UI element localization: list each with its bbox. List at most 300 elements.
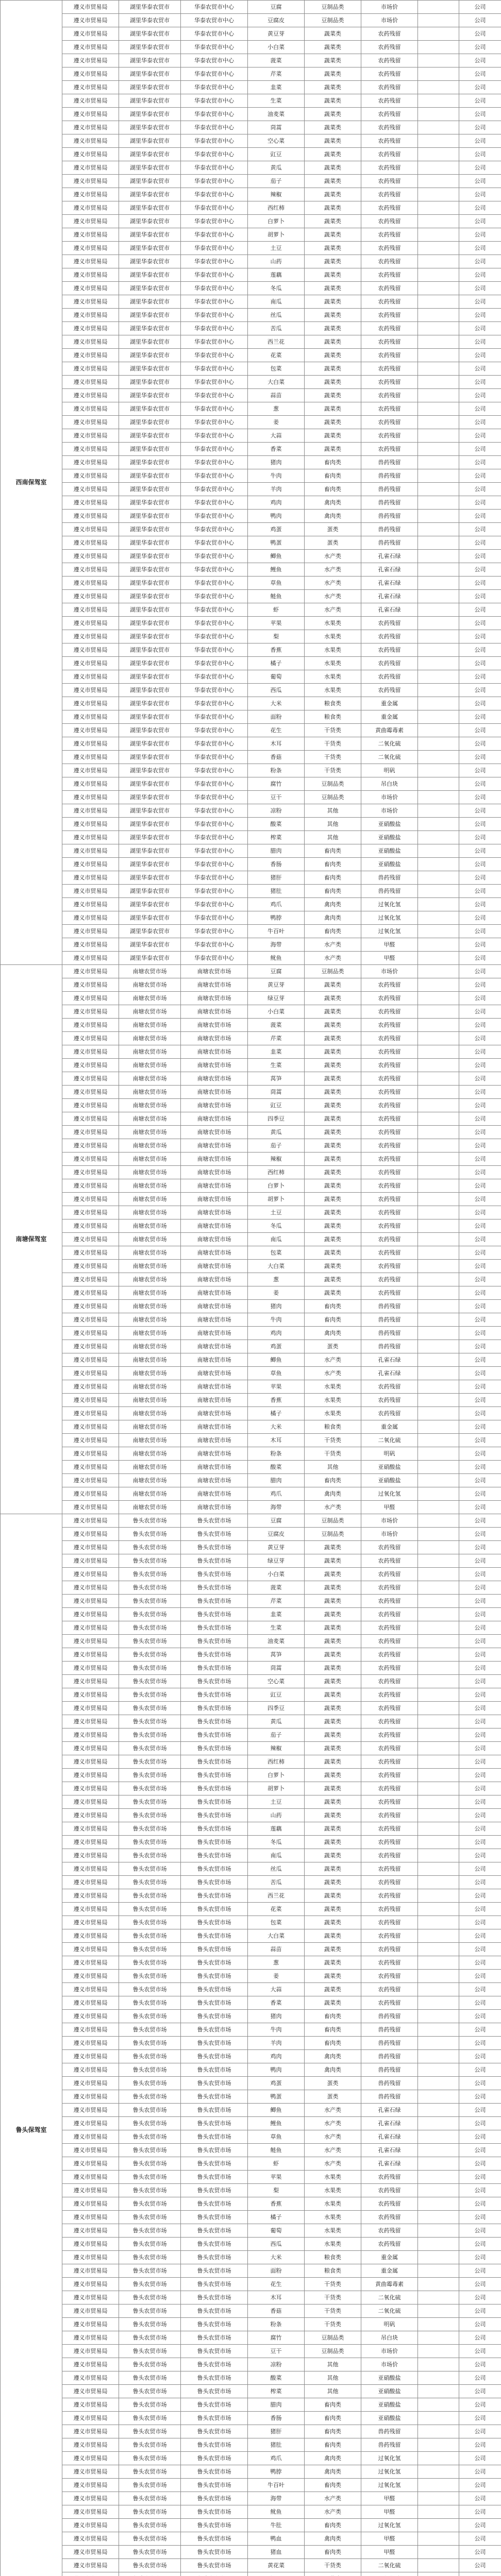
table-cell: 南塘农贸市场 (119, 1407, 181, 1420)
table-row (1, 416, 501, 429)
table-cell: 遵义市贸易局 (62, 978, 119, 992)
table-cell: 市场价 (361, 791, 418, 804)
table-cell: 鸡肉 (248, 1327, 305, 1340)
table-cell: 过氧化氢 (361, 2465, 418, 2479)
table-cell: 公司 (459, 536, 501, 550)
table-cell: 兽药残留 (361, 2010, 418, 2023)
table-cell: 鲁头农贸市场 (119, 2412, 181, 2425)
table-cell: 遵义市贸易局 (62, 831, 119, 844)
table-cell: 农药残留 (361, 54, 418, 67)
table-cell (418, 1916, 459, 1929)
table-cell: 遵义市贸易局 (62, 791, 119, 804)
table-cell: 茼蒿 (248, 121, 305, 134)
table-cell: 牛肉 (248, 2023, 305, 2037)
table-cell: 冬瓜 (248, 1219, 305, 1233)
table-cell (418, 2023, 459, 2037)
table-cell: 华泰农贸市中心 (181, 81, 248, 94)
table-cell: 南塘农贸市场 (181, 1032, 248, 1045)
table-row (1, 1340, 501, 1353)
table-cell (361, 2572, 418, 2576)
table-row (1, 2318, 501, 2331)
table-cell: 蛋类 (305, 523, 361, 536)
table-cell: 南塘农贸市场 (119, 1246, 181, 1260)
table-cell: 公司 (459, 108, 501, 121)
table-cell: 兽药残留 (361, 1327, 418, 1340)
table-cell: 遵义市贸易局 (62, 1206, 119, 1219)
table-cell: 遵义市贸易局 (62, 134, 119, 148)
table-cell: 南塘农贸市场 (119, 1045, 181, 1059)
table-cell: 甲醛 (361, 1501, 418, 1514)
table-cell: 南塘农贸市场 (119, 1380, 181, 1394)
table-cell: 鲁头农贸市场 (119, 1595, 181, 1608)
table-cell: 莴笋 (248, 1648, 305, 1662)
table-cell: 遵义市贸易局 (62, 1501, 119, 1514)
table-row (1, 1608, 501, 1621)
table-cell: 公司 (459, 1461, 501, 1474)
table-cell: 遵义市贸易局 (62, 1621, 119, 1635)
table-cell: 芹菜 (248, 1032, 305, 1045)
table-cell: 遵义市贸易局 (62, 416, 119, 429)
table-cell: 湖里华泰农贸市 (119, 81, 181, 94)
table-cell: 畜肉类 (305, 885, 361, 898)
table-cell: 小白菜 (248, 1568, 305, 1581)
table-cell (418, 1139, 459, 1153)
table-cell: 遵义市贸易局 (62, 1742, 119, 1755)
table-cell: 公司 (459, 1889, 501, 1903)
table-cell: 农药残留 (361, 1394, 418, 1407)
table-cell: 二氧化硫 (361, 2559, 418, 2572)
table-cell: 禽肉类 (305, 1327, 361, 1340)
table-cell: 大白菜 (248, 376, 305, 389)
table-row (1, 1581, 501, 1595)
table-cell: 蔬菜类 (305, 1139, 361, 1153)
table-cell: 华泰农贸市中心 (181, 751, 248, 764)
table-row (1, 1876, 501, 1889)
table-cell: 湖里华泰农贸市 (119, 362, 181, 376)
table-cell: 二氧化硫 (361, 2291, 418, 2304)
table-cell (418, 1340, 459, 1353)
table-row (1, 295, 501, 309)
table-cell: 公司 (459, 1903, 501, 1916)
table-cell: 遵义市贸易局 (62, 1956, 119, 1970)
table-cell: 香蕉 (248, 1394, 305, 1407)
table-cell (418, 777, 459, 791)
table-cell: 华泰农贸市中心 (181, 54, 248, 67)
table-cell: 华泰农贸市中心 (181, 309, 248, 322)
table-cell (418, 1755, 459, 1769)
table-cell: 蔬菜类 (305, 134, 361, 148)
table-cell: 辣椒 (248, 1153, 305, 1166)
table-row (1, 2211, 501, 2224)
table-cell: 华泰农贸市中心 (181, 831, 248, 844)
table-cell: 鲁头农贸市场 (181, 2291, 248, 2304)
table-row (1, 777, 501, 791)
table-cell: 公司 (459, 737, 501, 751)
table-row (1, 737, 501, 751)
table-cell (418, 1795, 459, 1809)
table-cell: 遵义市贸易局 (62, 1166, 119, 1179)
table-cell: 公司 (459, 1179, 501, 1193)
table-row (1, 1983, 501, 1996)
table-cell: 公司 (459, 1782, 501, 1795)
table-cell: 蔬菜类 (305, 978, 361, 992)
table-cell: 华泰农贸市中心 (181, 697, 248, 710)
table-cell: 华泰农贸市中心 (181, 590, 248, 603)
table-cell: 黄瓜 (248, 161, 305, 175)
table-cell: 南塘农贸市场 (119, 1501, 181, 1514)
table-cell: 公司 (459, 777, 501, 791)
table-cell: 蔬菜类 (305, 1072, 361, 1086)
table-cell: 农药残留 (361, 282, 418, 295)
table-row (1, 2412, 501, 2425)
table-cell: 遵义市贸易局 (62, 2291, 119, 2304)
table-cell: 水果类 (305, 684, 361, 697)
table-cell: 公司 (459, 1246, 501, 1260)
table-cell: 遵义市贸易局 (62, 965, 119, 978)
table-cell: 蔬菜类 (305, 282, 361, 295)
table-cell (418, 121, 459, 134)
table-row (1, 1943, 501, 1956)
table-cell (119, 2572, 181, 2576)
table-cell: 蔬菜类 (305, 376, 361, 389)
table-cell (418, 2211, 459, 2224)
table-cell: 南塘农贸市场 (119, 1193, 181, 1206)
table-row (1, 710, 501, 724)
table-cell: 遵义市贸易局 (62, 2144, 119, 2157)
table-cell: 湖里华泰农贸市 (119, 710, 181, 724)
table-cell: 公司 (459, 402, 501, 416)
table-cell (418, 791, 459, 804)
table-cell: 南塘农贸市场 (119, 1434, 181, 1447)
table-cell: 鸭脖 (248, 911, 305, 925)
group-label: 西南保驾室 (1, 1, 62, 965)
table-cell: 公司 (459, 1, 501, 14)
table-cell: 过氧化氢 (361, 2519, 418, 2532)
table-cell: 鲁头农贸市场 (181, 1983, 248, 1996)
table-cell: 公司 (459, 2465, 501, 2479)
table-cell: 畜肉类 (305, 2010, 361, 2023)
table-cell: 畜肉类 (305, 925, 361, 938)
table-row (1, 1528, 501, 1541)
table-cell: 湖里华泰农贸市 (119, 657, 181, 670)
table-row (1, 242, 501, 255)
table-cell: 华泰农贸市中心 (181, 724, 248, 737)
table-cell: 遵义市贸易局 (62, 871, 119, 885)
table-cell: 公司 (459, 2104, 501, 2117)
table-cell: 遵义市贸易局 (62, 1568, 119, 1581)
table-cell: 公司 (459, 2251, 501, 2264)
table-cell: 蔬菜类 (305, 27, 361, 41)
table-cell (418, 483, 459, 496)
table-cell: 孔雀石绿 (361, 590, 418, 603)
table-cell: 遵义市贸易局 (62, 2171, 119, 2184)
table-cell: 橘子 (248, 1407, 305, 1420)
table-cell: 虾 (248, 603, 305, 617)
table-cell (418, 2345, 459, 2358)
table-cell: 华泰农贸市中心 (181, 858, 248, 871)
table-cell: 公司 (459, 791, 501, 804)
table-cell: 梨 (248, 630, 305, 643)
table-cell: 公司 (459, 1648, 501, 1662)
table-cell: 公司 (459, 1367, 501, 1380)
table-row (1, 831, 501, 844)
table-row (1, 1755, 501, 1769)
table-row (1, 1420, 501, 1434)
table-cell: 南塘农贸市场 (119, 1447, 181, 1461)
table-cell: 鲁头农贸市场 (119, 2358, 181, 2371)
table-cell: 遵义市贸易局 (62, 804, 119, 818)
table-cell: 农药残留 (361, 94, 418, 108)
table-cell: 南塘农贸市场 (181, 1474, 248, 1487)
table-row (1, 456, 501, 469)
table-cell: 湖里华泰农贸市 (119, 456, 181, 469)
table-cell: 鲁头农贸市场 (119, 2050, 181, 2063)
table-cell: 鲁头农贸市场 (119, 1608, 181, 1621)
table-row (1, 1621, 501, 1635)
table-cell: 南塘农贸市场 (119, 1166, 181, 1179)
table-cell: 公司 (459, 1662, 501, 1675)
table-cell: 农药残留 (361, 1702, 418, 1715)
table-cell: 蔬菜类 (305, 309, 361, 322)
table-cell: 公司 (459, 1809, 501, 1822)
table-cell: 面粉 (248, 710, 305, 724)
table-cell (418, 1153, 459, 1166)
table-cell (418, 590, 459, 603)
table-cell: 遵义市贸易局 (62, 255, 119, 268)
table-cell: 湖里华泰农贸市 (119, 416, 181, 429)
table-cell: 遵义市贸易局 (62, 643, 119, 657)
table-cell: 鲁头农贸市场 (119, 2331, 181, 2345)
table-cell: 亚硝酸盐 (361, 818, 418, 831)
table-cell: 公司 (459, 1193, 501, 1206)
table-cell: 蔬菜类 (305, 1836, 361, 1849)
table-row (1, 965, 501, 978)
table-cell: 南塘农贸市场 (181, 1219, 248, 1233)
table-cell: 鲁头农贸市场 (181, 1822, 248, 1836)
table-cell: 鲫鱼 (248, 2104, 305, 2117)
table-cell (418, 710, 459, 724)
table-cell: 葱 (248, 1956, 305, 1970)
table-cell: 遵义市贸易局 (62, 2050, 119, 2063)
table-cell (418, 2037, 459, 2050)
table-cell: 农药残留 (361, 1193, 418, 1206)
table-cell: 白萝卜 (248, 215, 305, 228)
table-cell: 大白菜 (248, 1260, 305, 1273)
table-cell (418, 2492, 459, 2505)
table-cell: 农药残留 (361, 362, 418, 376)
table-row (1, 791, 501, 804)
table-cell: 遵义市贸易局 (62, 1353, 119, 1367)
table-cell (418, 2224, 459, 2238)
table-cell (418, 1353, 459, 1367)
table-cell: 遵义市贸易局 (62, 2398, 119, 2412)
table-cell: 遵义市贸易局 (62, 925, 119, 938)
table-cell: 遵义市贸易局 (62, 1, 119, 14)
table-cell: 生菜 (248, 1059, 305, 1072)
table-cell: 遵义市贸易局 (62, 215, 119, 228)
table-cell: 华泰农贸市中心 (181, 215, 248, 228)
table-cell: 二氧化硫 (361, 751, 418, 764)
table-cell (418, 1099, 459, 1112)
table-row (1, 1, 501, 14)
table-cell: 遵义市贸易局 (62, 456, 119, 469)
table-cell: 遵义市贸易局 (62, 630, 119, 643)
table-row (1, 496, 501, 510)
table-cell: 四季豆 (248, 1702, 305, 1715)
table-cell: 遵义市贸易局 (62, 657, 119, 670)
table-cell: 莲藕 (248, 1822, 305, 1836)
table-cell: 菠菜 (248, 1019, 305, 1032)
table-cell: 华泰农贸市中心 (181, 188, 248, 201)
table-cell: 公司 (459, 1528, 501, 1541)
table-cell: 农药残留 (361, 1541, 418, 1554)
table-cell: 蒜苗 (248, 1943, 305, 1956)
table-cell: 农药残留 (361, 335, 418, 349)
table-cell: 甲醛 (361, 2492, 418, 2505)
table-cell: 孔雀石绿 (361, 563, 418, 577)
table-row (1, 2264, 501, 2278)
table-cell (418, 1126, 459, 1139)
table-cell (418, 818, 459, 831)
table-row (1, 1728, 501, 1742)
table-row (1, 898, 501, 911)
table-cell: 鲁头农贸市场 (119, 2063, 181, 2077)
table-cell: 猪肉 (248, 456, 305, 469)
table-cell (418, 2532, 459, 2546)
table-row (1, 2465, 501, 2479)
table-cell (418, 1501, 459, 1514)
table-cell: 遵义市贸易局 (62, 2063, 119, 2077)
table-cell: 鲁头农贸市场 (181, 2492, 248, 2505)
table-cell: 水产类 (305, 2157, 361, 2171)
table-cell (418, 2077, 459, 2090)
table-cell: 农药残留 (361, 630, 418, 643)
table-cell: 遵义市贸易局 (62, 2130, 119, 2144)
table-cell: 华泰农贸市中心 (181, 402, 248, 416)
table-cell: 华泰农贸市中心 (181, 483, 248, 496)
table-cell (418, 469, 459, 483)
table-body (1, 1, 501, 2576)
table-cell: 鲁头农贸市场 (119, 2184, 181, 2197)
table-cell: 鲁头农贸市场 (181, 1836, 248, 1849)
table-cell: 水产类 (305, 1353, 361, 1367)
table-cell: 遵义市贸易局 (62, 1327, 119, 1340)
table-cell (248, 2572, 305, 2576)
table-cell (418, 295, 459, 309)
table-cell: 香蕉 (248, 2197, 305, 2211)
table-cell: 蔬菜类 (305, 1809, 361, 1822)
table-cell: 湖里华泰农贸市 (119, 402, 181, 416)
table-cell (418, 2264, 459, 2278)
table-cell: 遵义市贸易局 (62, 1889, 119, 1903)
table-cell: 蔬菜类 (305, 1246, 361, 1260)
table-cell: 小白菜 (248, 1005, 305, 1019)
table-cell: 湖里华泰农贸市 (119, 1, 181, 14)
table-cell: 公司 (459, 2144, 501, 2157)
table-row (1, 1903, 501, 1916)
table-cell: 农药残留 (361, 309, 418, 322)
table-cell: 公司 (459, 1943, 501, 1956)
table-cell: 南塘农贸市场 (119, 1032, 181, 1045)
table-cell: 公司 (459, 175, 501, 188)
table-cell (418, 456, 459, 469)
table-cell: 兽药残留 (361, 885, 418, 898)
table-cell: 农药残留 (361, 1032, 418, 1045)
table-cell: 公司 (459, 831, 501, 844)
table-row (1, 2345, 501, 2358)
table-cell (418, 885, 459, 898)
table-cell: 公司 (459, 201, 501, 215)
table-cell: 遵义市贸易局 (62, 818, 119, 831)
table-cell: 遵义市贸易局 (62, 1688, 119, 1702)
table-row (1, 1715, 501, 1728)
table-cell: 生菜 (248, 94, 305, 108)
table-cell: 南塘农贸市场 (119, 1139, 181, 1153)
table-cell: 鲁头农贸市场 (181, 1795, 248, 1809)
table-cell: 遵义市贸易局 (62, 121, 119, 134)
table-cell: 酸菜 (248, 2371, 305, 2385)
table-cell: 蔬菜类 (305, 362, 361, 376)
table-cell: 重金属 (361, 710, 418, 724)
table-cell: 水果类 (305, 1407, 361, 1420)
table-cell: 遵义市贸易局 (62, 429, 119, 443)
table-cell: 海带 (248, 2492, 305, 2505)
table-row (1, 858, 501, 871)
table-row (1, 2117, 501, 2130)
table-cell: 蔬菜类 (305, 242, 361, 255)
table-cell (418, 14, 459, 27)
table-cell: 遵义市贸易局 (62, 188, 119, 201)
table-cell: 遵义市贸易局 (62, 1514, 119, 1528)
table-cell: 鲁头农贸市场 (181, 1514, 248, 1528)
table-row (1, 871, 501, 885)
table-cell: 鲁头农贸市场 (119, 2238, 181, 2251)
table-cell: 鲢鱼 (248, 590, 305, 603)
table-cell: 水果类 (305, 2184, 361, 2197)
table-cell: 华泰农贸市中心 (181, 148, 248, 161)
table-cell: 花生 (248, 2278, 305, 2291)
table-cell: 豆制品类 (305, 965, 361, 978)
table-cell: 其他 (305, 1461, 361, 1474)
table-cell: 公司 (459, 1956, 501, 1970)
table-cell: 鸡爪 (248, 898, 305, 911)
table-cell (418, 2398, 459, 2412)
table-cell: 农药残留 (361, 429, 418, 443)
table-cell: 鲤鱼 (248, 563, 305, 577)
table-cell: 鲁头农贸市场 (181, 1554, 248, 1568)
table-cell: 湖里华泰农贸市 (119, 54, 181, 67)
table-cell (418, 2104, 459, 2117)
table-cell: 苦瓜 (248, 1876, 305, 1889)
table-cell: 黄曲霉毒素 (361, 2278, 418, 2291)
table-cell: 禽肉类 (305, 898, 361, 911)
table-cell: 湖里华泰农贸市 (119, 161, 181, 175)
table-cell: 遵义市贸易局 (62, 1032, 119, 1045)
table-cell: 湖里华泰农贸市 (119, 831, 181, 844)
table-cell: 南塘农贸市场 (119, 1126, 181, 1139)
table-cell: 公司 (459, 483, 501, 496)
table-cell: 湖里华泰农贸市 (119, 777, 181, 791)
table-cell: 鲁头农贸市场 (181, 2519, 248, 2532)
table-row (1, 1139, 501, 1153)
table-cell: 鲁头农贸市场 (181, 2532, 248, 2546)
table-cell: 遵义市贸易局 (62, 94, 119, 108)
table-cell (418, 1608, 459, 1621)
table-cell: 黄豆芽 (248, 27, 305, 41)
table-cell: 遵义市贸易局 (62, 1193, 119, 1206)
table-row (1, 1447, 501, 1461)
table-row (1, 2090, 501, 2104)
